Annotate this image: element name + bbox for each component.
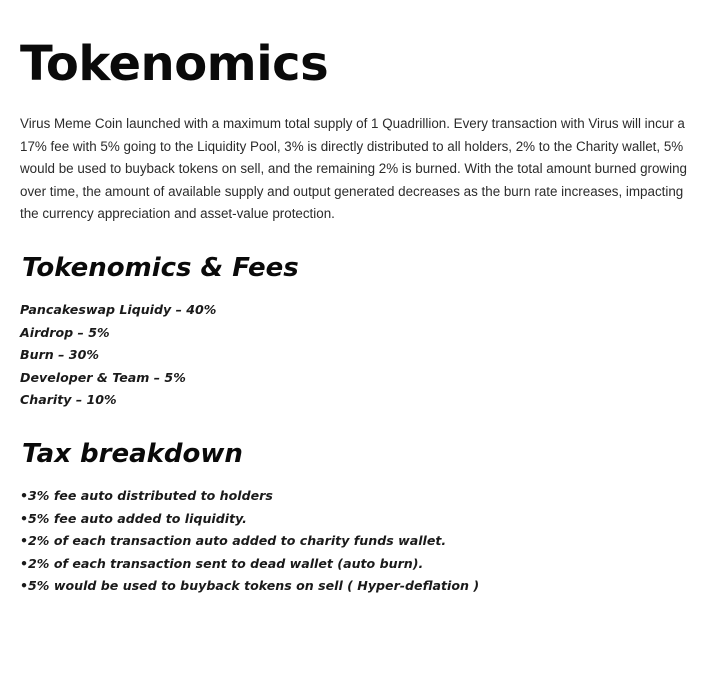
intro-paragraph: Virus Meme Coin launched with a maximum total supply of 1 Quadrillion. Every transaction with Virus will incur a 17% fee with 5% going to the Liquidity Pool, 3% is directly distributed to all holders, 2% to the Charity wallet, 5% would be used to buyback tokens on sell, and the remaining 2% is burned. With the total amount burned growing over time, the amount of available supply and output generated decreases as the burn rate increases, impacting the currency appreciation and asset-value protection. xyxy=(20,116,687,222)
fees-section-title: Tokenomics & Fees xyxy=(22,253,299,283)
fees-item-liquidity: Pancakeswap Liquidy – 40% xyxy=(20,302,217,317)
fees-item-developer-team: Developer & Team – 5% xyxy=(20,369,186,385)
tax-item-charity: •2% of each transaction auto added to charity funds wallet. xyxy=(20,533,447,549)
tax-section-title: Tax breakdown xyxy=(22,439,243,469)
tax-item-buyback: •5% would be used to buyback tokens on sell ( Hyper-deflation ) xyxy=(20,578,480,594)
tax-item-burn: •2% of each transaction sent to dead wallet (auto burn). xyxy=(20,555,424,571)
tax-item-holders: •3% fee auto distributed to holders xyxy=(20,488,273,503)
fees-list xyxy=(20,299,680,412)
fees-item-airdrop: Airdrop – 5% xyxy=(20,324,110,340)
fees-item-burn: Burn – 30% xyxy=(20,347,99,363)
tax-item-liquidity: •5% fee auto added to liquidity. xyxy=(20,510,247,526)
tax-breakdown-list xyxy=(20,485,680,598)
page-title: Tokenomics xyxy=(20,36,329,92)
fees-item-charity: Charity – 10% xyxy=(20,392,117,408)
